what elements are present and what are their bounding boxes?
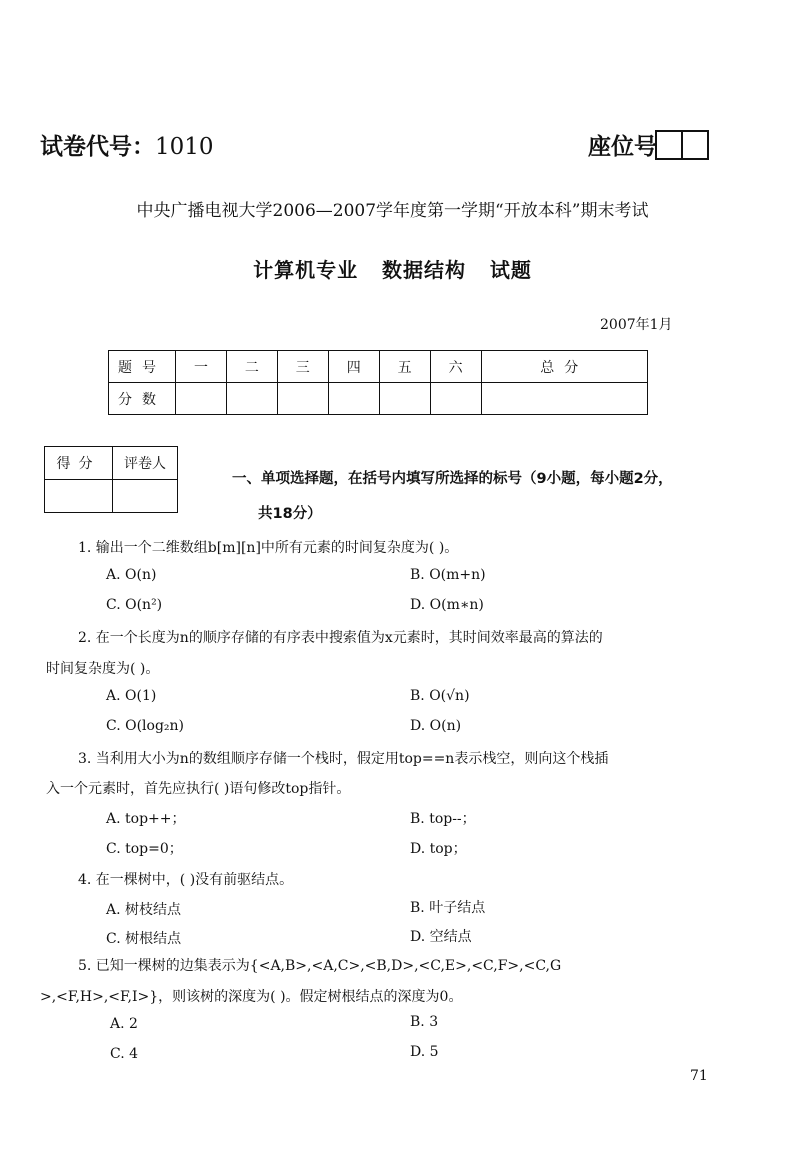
exam-code-label: 试卷代号： bbox=[40, 134, 155, 160]
question-stem: 2. 在一个长度为n的顺序存储的有序表中搜索值为x元素时，其时间效率最高的算法的 bbox=[78, 630, 603, 646]
option-b: B. 3 bbox=[410, 1014, 439, 1030]
score-table-score-row bbox=[109, 383, 648, 415]
option-d: D. top； bbox=[410, 841, 467, 857]
question-stem-cont: >,<F,H>,<F,I>}，则该树的深度为( )。假定树根结点的深度为0。 bbox=[40, 989, 463, 1005]
score-cell[interactable] bbox=[328, 383, 379, 415]
score-cell[interactable] bbox=[481, 383, 647, 415]
exam-code bbox=[40, 128, 214, 161]
option-a: A. O(n) bbox=[106, 567, 157, 583]
option-c: C. top=0； bbox=[106, 841, 183, 857]
score-table bbox=[108, 350, 648, 415]
seat-box[interactable] bbox=[655, 130, 683, 160]
score-table-cell: 六 bbox=[430, 351, 481, 383]
grader-score-cell[interactable] bbox=[45, 480, 113, 513]
seat-label: 座位号 bbox=[588, 134, 657, 160]
exam-title: 中央广播电视大学2006—2007学年度第一学期“开放本科”期末考试 bbox=[136, 201, 649, 221]
option-a: A. 2 bbox=[110, 1016, 138, 1032]
score-cell[interactable] bbox=[277, 383, 328, 415]
score-table-label: 分数 bbox=[109, 383, 176, 415]
section-heading-cont: 共18分） bbox=[258, 506, 322, 522]
score-table-cell: 一 bbox=[176, 351, 227, 383]
grader-label: 评卷人 bbox=[113, 447, 178, 480]
score-table-cell: 总分 bbox=[481, 351, 647, 383]
option-c: C. 树根结点 bbox=[106, 931, 182, 947]
page-number: 71 bbox=[690, 1068, 708, 1084]
option-d: D. O(n) bbox=[410, 718, 462, 734]
option-c: C. 4 bbox=[110, 1046, 139, 1062]
option-d: D. O(m∗n) bbox=[410, 597, 484, 613]
question-stem-cont: 时间复杂度为( )。 bbox=[46, 661, 160, 677]
seat-box[interactable] bbox=[681, 130, 709, 160]
score-table-cell: 题号 bbox=[109, 351, 176, 383]
section-heading: 一、单项选择题，在括号内填写所选择的标号（9小题，每小题2分， bbox=[232, 471, 673, 487]
score-cell[interactable] bbox=[226, 383, 277, 415]
grader-name-cell[interactable] bbox=[113, 480, 178, 513]
grader-table bbox=[44, 446, 178, 513]
option-b: B. O(m+n) bbox=[410, 567, 486, 583]
score-cell[interactable] bbox=[176, 383, 227, 415]
question-stem-cont: 入一个元素时，首先应执行( )语句修改top指针。 bbox=[46, 781, 351, 797]
question-stem: 5. 已知一棵树的边集表示为{<A,B>,<A,C>,<B,D>,<C,E>,<C,F>,<C,G bbox=[78, 958, 562, 974]
option-a: A. top++； bbox=[106, 811, 186, 827]
question-stem: 1. 输出一个二维数组b[m][n]中所有元素的时间复杂度为( )。 bbox=[78, 540, 459, 556]
option-a: A. 树枝结点 bbox=[106, 902, 182, 918]
score-cell[interactable] bbox=[379, 383, 430, 415]
exam-subject-title: 计算机专业 数据结构 试题 bbox=[253, 258, 532, 282]
score-cell[interactable] bbox=[430, 383, 481, 415]
score-table-cell: 二 bbox=[226, 351, 277, 383]
option-c: C. O(n²) bbox=[106, 597, 163, 613]
option-b: B. O(√n) bbox=[410, 688, 470, 704]
exam-date: 2007年1月 bbox=[600, 317, 673, 333]
question-stem: 3. 当利用大小为n的数组顺序存储一个栈时，假定用top==n表示栈空，则向这个栈插 bbox=[78, 751, 609, 767]
option-b: B. top--； bbox=[410, 811, 476, 827]
score-table-cell: 三 bbox=[277, 351, 328, 383]
score-table-header-row bbox=[109, 351, 648, 383]
score-table-cell: 五 bbox=[379, 351, 430, 383]
option-a: A. O(1) bbox=[106, 688, 157, 704]
seat-number bbox=[588, 128, 709, 161]
exam-code-value: 1010 bbox=[155, 134, 214, 160]
option-d: D. 5 bbox=[410, 1044, 439, 1060]
grader-score-label: 得分 bbox=[45, 447, 113, 480]
question-stem: 4. 在一棵树中，( )没有前驱结点。 bbox=[78, 872, 294, 888]
option-c: C. O(log₂n) bbox=[106, 718, 185, 734]
score-table-cell: 四 bbox=[328, 351, 379, 383]
option-b: B. 叶子结点 bbox=[410, 900, 486, 916]
option-d: D. 空结点 bbox=[410, 929, 472, 945]
